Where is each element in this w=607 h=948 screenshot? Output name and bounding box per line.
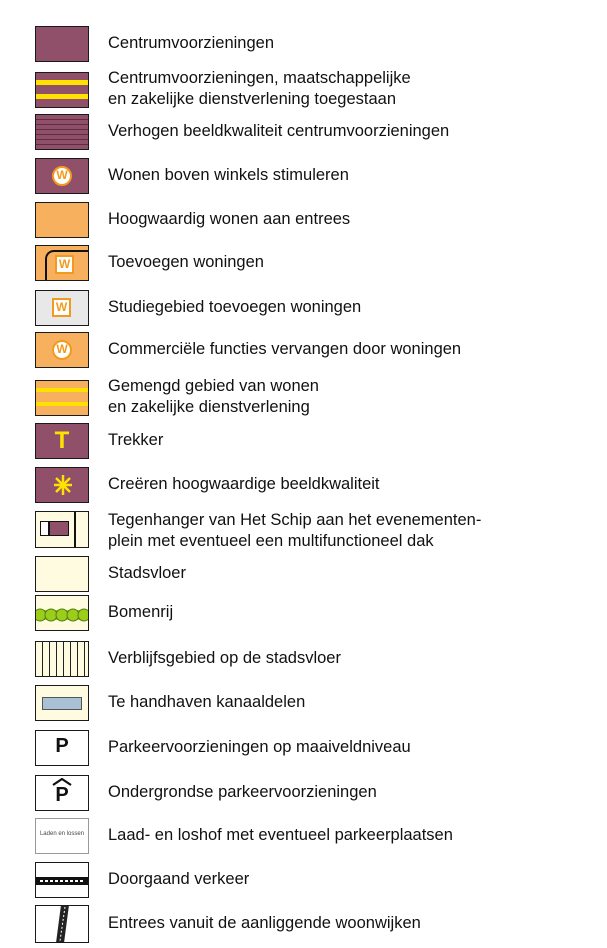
- cream-swatch: [35, 511, 89, 548]
- legend-item-stadsvloer: [0, 556, 607, 592]
- legend-label: Gemengd gebied van wonen en zakelijke dienstverlening: [108, 377, 319, 416]
- legend-item-trekker: [0, 423, 607, 459]
- legend-label: Commerciële functies vervangen door woningen: [108, 340, 462, 358]
- legend-label: Verblijfsgebied op de stadsvloer: [108, 649, 341, 667]
- legend-label: Hoogwaardig wonen aan entrees: [108, 210, 351, 228]
- legend-label: Toevoegen woningen: [108, 253, 264, 271]
- legend-label: Creëren hoogwaardige beeldkwaliteit: [108, 475, 380, 493]
- road-icon: [36, 877, 88, 885]
- purple-yellow-stripe-swatch: [35, 72, 89, 108]
- legend-label: Centrumvoorzieningen, maatschappelijke en zakelijke dienstverlening toegestaan: [108, 69, 411, 108]
- legend-item-studiegebied: [0, 290, 607, 326]
- legend-item-centrumvoorzieningen: [0, 26, 607, 62]
- legend-label: Laad- en loshof met eventueel parkeerplaatsen: [108, 826, 453, 844]
- legend-item-kanaaldelen: [0, 685, 607, 721]
- orange-yellow-stripe-swatch: [35, 380, 89, 416]
- purple-swatch: [35, 26, 89, 62]
- legend-item-laad-loshof: [0, 818, 607, 854]
- legend-label: Doorgaand verkeer: [108, 870, 250, 888]
- building-icon: [40, 521, 49, 536]
- legend-item-het-schip: [0, 508, 607, 552]
- legend-item-doorgaand-verkeer: [0, 862, 607, 898]
- cream-swatch: [35, 685, 89, 721]
- legend-label: Ondergrondse parkeervoorzieningen: [108, 783, 377, 801]
- legend-item-toevoegen-woningen: [0, 245, 607, 281]
- purple-lined-swatch: [35, 114, 89, 150]
- tree-row-icon: [35, 595, 89, 631]
- legend-label: Verhogen beeldkwaliteit centrumvoorzieningen: [108, 122, 450, 140]
- legend-label: Studiegebied toevoegen woningen: [108, 298, 362, 316]
- purple-swatch: [35, 423, 89, 459]
- t-letter-icon: T: [54, 427, 70, 454]
- w-square-icon: W: [52, 298, 71, 317]
- legend-label: Parkeervoorzieningen op maaiveldniveau: [108, 738, 411, 756]
- cream-swatch: [35, 556, 89, 592]
- parking-icon: P: [55, 784, 69, 806]
- roof-line: [74, 512, 76, 548]
- parking-icon: P: [55, 735, 69, 757]
- legend-item-creeren-beeldkwaliteit: [0, 467, 607, 503]
- orange-swatch: [35, 332, 89, 368]
- cream-vertical-lines-swatch: [35, 641, 89, 677]
- legend-label: Te handhaven kanaaldelen: [108, 693, 306, 711]
- legend-item-commerciele-functies: [0, 332, 607, 368]
- entrance-road-icon: [35, 905, 89, 943]
- legend-item-hoogwaardig-wonen: [0, 202, 607, 238]
- legend-item-entrees-woonwijken: [0, 905, 607, 945]
- legend-label: Wonen boven winkels stimuleren: [108, 166, 349, 184]
- legend-label: Entrees vanuit de aanliggende woonwijken: [108, 914, 421, 932]
- w-circle-icon: W: [52, 166, 72, 186]
- legend-item-wonen-boven-winkels: [0, 158, 607, 194]
- entrance-swatch: [35, 905, 89, 943]
- road-swatch: [35, 862, 89, 898]
- legend-label: Centrumvoorzieningen: [108, 34, 275, 52]
- legend-item-centrum-dienstverlening: [0, 68, 607, 112]
- legend-item-parkeren-ondergronds: [0, 775, 607, 811]
- purple-swatch: [35, 158, 89, 194]
- grey-swatch: [35, 290, 89, 326]
- loading-swatch: [35, 818, 89, 854]
- legend-label: Tegenhanger van Het Schip aan het evenementen- plein met eventueel een multifunctioneel dak: [108, 511, 482, 550]
- loading-label: Laden en lossen: [39, 831, 85, 837]
- w-circle-icon: W: [52, 340, 72, 360]
- w-square-icon: W: [55, 255, 74, 274]
- orange-swatch: [35, 202, 89, 238]
- legend-item-parkeren-maaiveld: [0, 730, 607, 766]
- legend-item-verhogen-beeldkwaliteit: [0, 114, 607, 150]
- legend-label: Stadsvloer: [108, 564, 186, 582]
- tree-row-swatch: [35, 595, 89, 631]
- legend-item-gemengd-gebied: [0, 376, 607, 420]
- white-swatch: [35, 730, 89, 766]
- star-icon: [51, 473, 75, 497]
- legend-label: Bomenrij: [108, 603, 174, 621]
- building-icon: [49, 521, 69, 536]
- legend-label: Trekker: [108, 431, 164, 449]
- white-swatch: [35, 775, 89, 811]
- legend-item-bomenrij: [0, 595, 607, 631]
- orange-swatch: [35, 245, 89, 281]
- purple-swatch: [35, 467, 89, 503]
- water-icon: [42, 697, 82, 710]
- legend-item-verblijfsgebied: [0, 641, 607, 677]
